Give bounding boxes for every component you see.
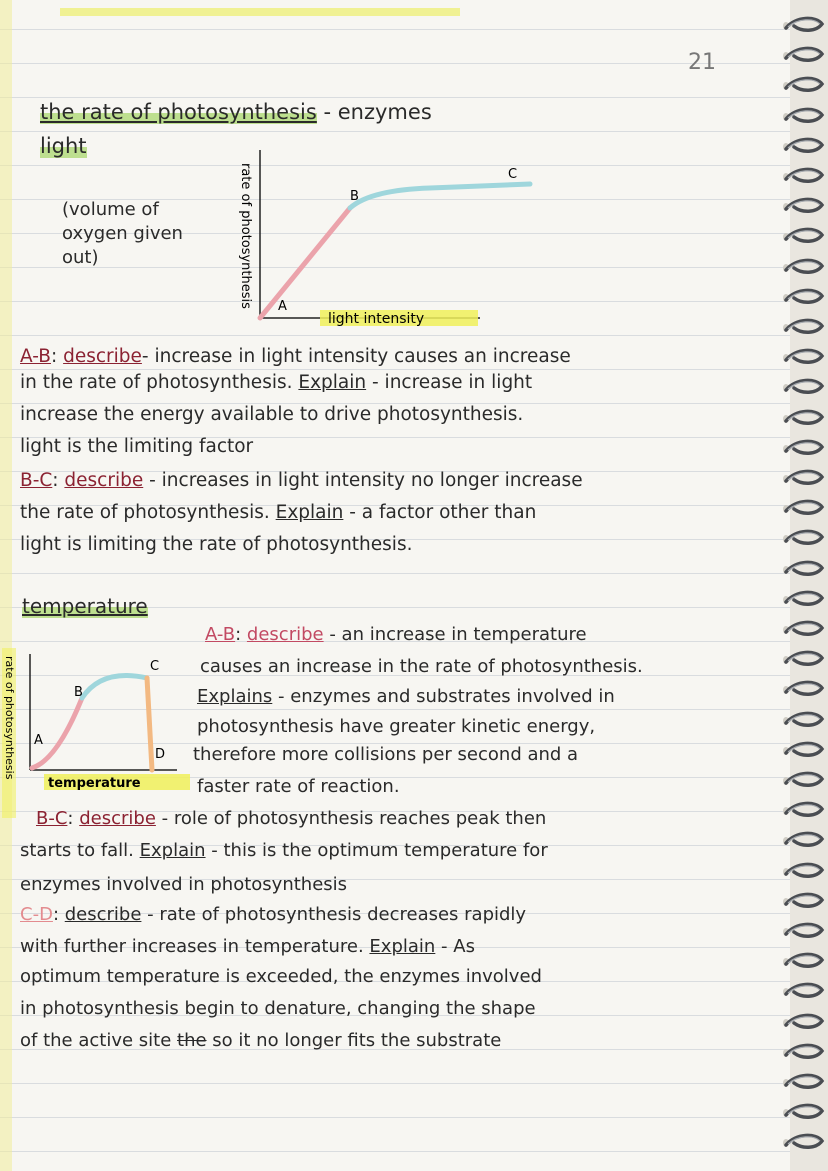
spiral-ring <box>782 376 826 398</box>
temp-graph-line-cd <box>147 678 152 770</box>
temp-graph-line-bc <box>82 676 147 699</box>
light-graph-point-c: C <box>508 167 518 182</box>
left-margin-highlight <box>0 0 12 1171</box>
spiral-ring <box>782 105 826 127</box>
spiral-ring <box>782 44 826 66</box>
light-ab-line1: A-B: describe- increase in light intensity causes an increase <box>20 346 571 367</box>
section1-title: the rate of photosynthesis - enzymes <box>40 100 432 124</box>
spiral-ring <box>782 558 826 580</box>
temp-cd-line2: with further increases in temperature. Explain - As <box>20 936 475 957</box>
spiral-ring <box>782 316 826 338</box>
temp-ab-line6: faster rate of reaction. <box>197 776 400 797</box>
spiral-ring <box>782 135 826 157</box>
light-graph-point-b: B <box>350 189 359 204</box>
temp-graph-point-d: D <box>155 747 166 762</box>
spiral-ring <box>782 980 826 1002</box>
temp-graph-point-a: A <box>34 733 43 748</box>
temp-bc-line3: enzymes involved in photosynthesis <box>20 874 348 895</box>
light-graph <box>230 148 560 338</box>
page-number: 21 <box>688 50 716 75</box>
spiral-ring <box>782 497 826 519</box>
spiral-ring <box>782 648 826 670</box>
section1-subtitle: light <box>40 134 87 158</box>
spiral-binding <box>782 0 828 1171</box>
light-ab-line4: light is the limiting factor <box>20 436 254 457</box>
spiral-ring <box>782 678 826 700</box>
spiral-ring <box>782 225 826 247</box>
spiral-ring <box>782 195 826 217</box>
spiral-ring <box>782 920 826 942</box>
light-ab-line2: in the rate of photosynthesis. Explain - increase in light <box>20 372 533 393</box>
spiral-ring <box>782 1041 826 1063</box>
spiral-ring <box>782 527 826 549</box>
spiral-ring <box>782 1011 826 1033</box>
spiral-ring <box>782 1071 826 1093</box>
temp-graph-y-label: rate of photosynthesis <box>3 656 16 780</box>
y-quantity-note: (volume of oxygen given out) <box>62 199 183 268</box>
temp-bc-line2: starts to fall. Explain - this is the optimum temperature for <box>20 840 548 861</box>
temp-ab-line1: A-B: describe - an increase in temperature <box>205 624 587 645</box>
spiral-ring <box>782 165 826 187</box>
spiral-ring <box>782 1101 826 1123</box>
spiral-ring <box>782 467 826 489</box>
spiral-ring <box>782 437 826 459</box>
spiral-ring <box>782 890 826 912</box>
spiral-ring <box>782 829 826 851</box>
spiral-ring <box>782 407 826 429</box>
spiral-ring <box>782 769 826 791</box>
light-bc-line3: light is limiting the rate of photosynthesis. <box>20 534 413 555</box>
light-graph-line-ab <box>260 208 350 318</box>
spiral-ring <box>782 588 826 610</box>
temp-graph-point-c: C <box>150 659 160 674</box>
temp-ab-line2: causes an increase in the rate of photosynthesis. <box>200 656 643 677</box>
spiral-ring <box>782 739 826 761</box>
spiral-ring <box>782 618 826 640</box>
temp-cd-line4: in photosynthesis begin to denature, changing the shape <box>20 998 536 1019</box>
light-graph-y-label: rate of photosynthesis <box>238 163 253 309</box>
crossed-out-word: the <box>177 1030 207 1051</box>
light-ab-line3: increase the energy available to drive photosynthesis. <box>20 404 524 425</box>
spiral-ring <box>782 799 826 821</box>
spiral-ring <box>782 74 826 96</box>
temp-ab-line4: photosynthesis have greater kinetic energy, <box>197 716 596 737</box>
temperature-graph <box>2 640 192 820</box>
light-graph-x-label: light intensity <box>328 311 425 327</box>
light-graph-line-bc <box>350 184 530 208</box>
temp-cd-line5: of the active site the so it no longer fits the substrate <box>20 1030 502 1051</box>
spiral-ring <box>782 860 826 882</box>
temp-ab-line5: therefore more collisions per second and a <box>193 744 579 765</box>
spiral-ring <box>782 256 826 278</box>
spiral-ring <box>782 709 826 731</box>
spiral-ring <box>782 346 826 368</box>
spiral-ring <box>782 286 826 308</box>
section2-title: temperature <box>22 594 148 618</box>
top-highlight-stroke <box>60 8 460 16</box>
temp-cd-line3: optimum temperature is exceeded, the enzymes involved <box>20 966 542 987</box>
temp-cd-line1: C-D: describe - rate of photosynthesis decreases rapidly <box>20 904 527 925</box>
light-graph-point-a: A <box>278 299 287 314</box>
temp-ab-line3: Explains - enzymes and substrates involved in <box>197 686 615 707</box>
temp-graph-x-label: temperature <box>48 776 141 791</box>
spiral-ring <box>782 950 826 972</box>
temp-bc-line1: B-C: describe - role of photosynthesis reaches peak then <box>36 808 547 829</box>
spiral-ring <box>782 1131 826 1153</box>
light-bc-line2: the rate of photosynthesis. Explain - a factor other than <box>20 502 537 523</box>
light-bc-line1: B-C: describe - increases in light intensity no longer increase <box>20 470 583 491</box>
spiral-ring <box>782 14 826 36</box>
temp-graph-point-b: B <box>74 685 83 700</box>
